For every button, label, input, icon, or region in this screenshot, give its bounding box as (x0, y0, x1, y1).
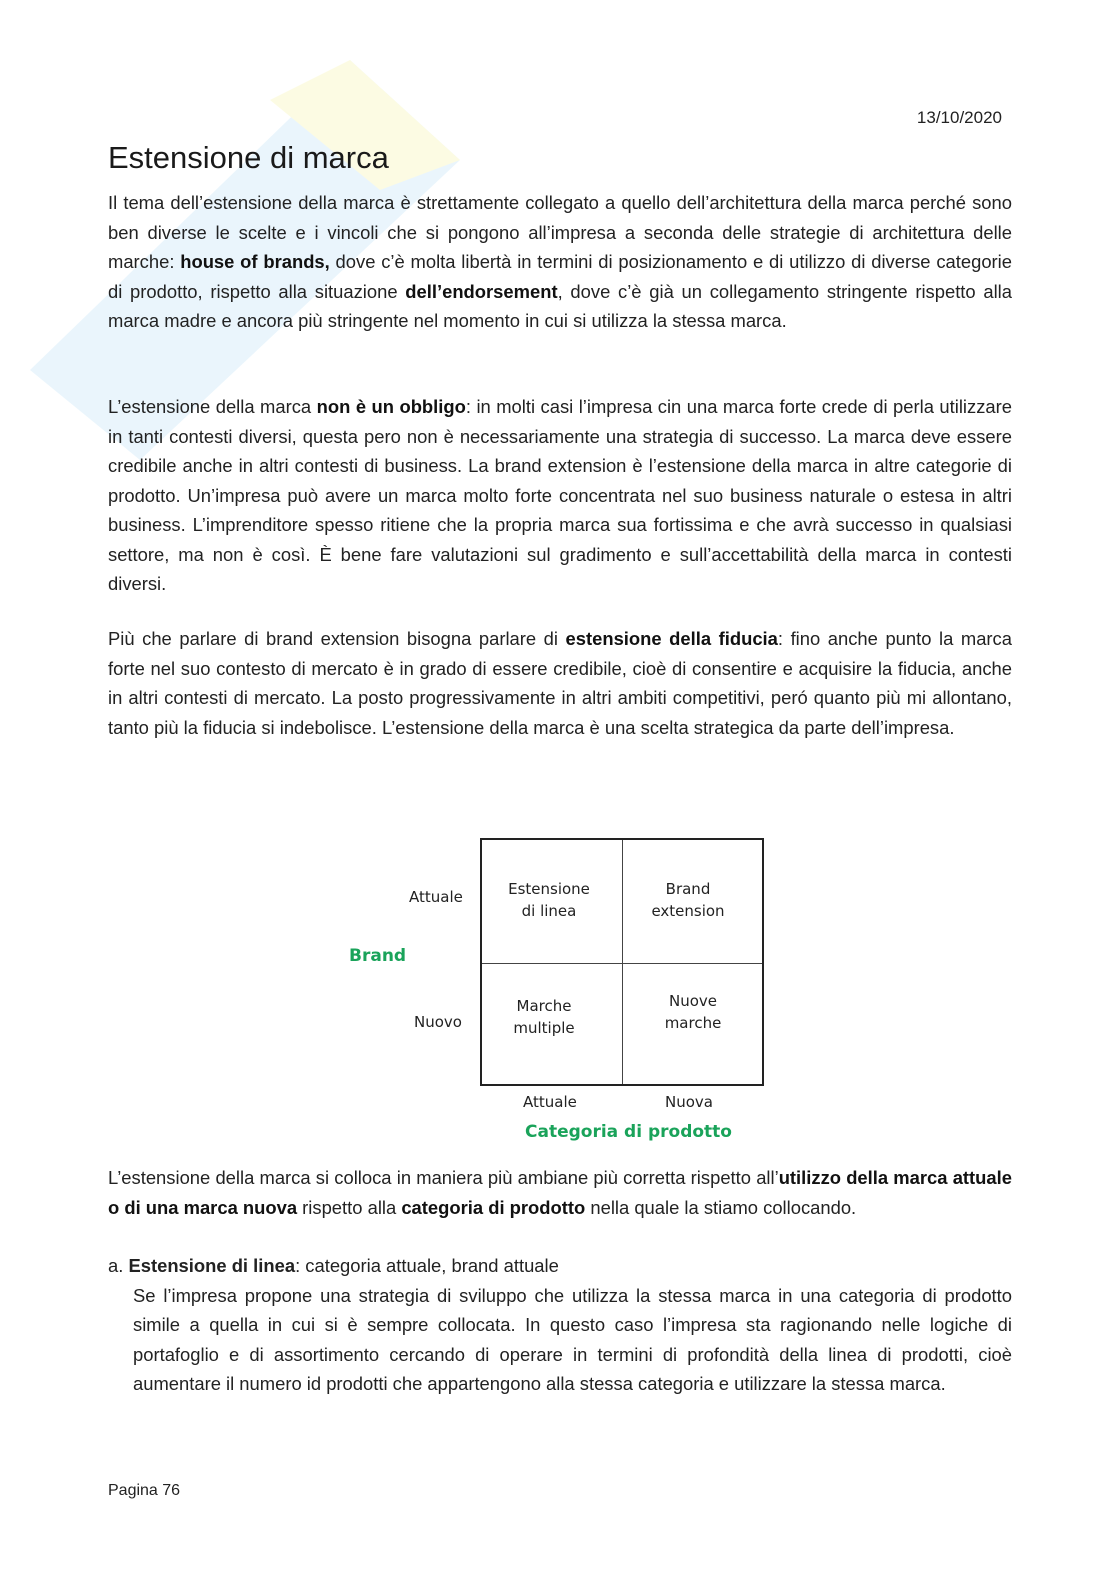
list (108, 1251, 1012, 1399)
brand-category-matrix (480, 838, 764, 1086)
paragraph-3: Più che parlare di brand extension bisogna parlare di estensione della fiducia: fino anche punto la marca forte nel suo contesto di mercato è in grado di essere credibile, cioè di consentire e acquisire la fiducia, anche in altri contesti di mercato. La posto progressivamente in altri ambiti competitivi, peró quanto più mi allontano, tanto più la fiducia si indebolisce. L’estensione della marca è una scelta strategica da parte dell’impresa. (108, 628, 1012, 738)
row-label-bottom: Nuovo (414, 1013, 462, 1031)
cell-nuove-marche: Nuove marche (664, 992, 722, 1032)
page-number: Pagina 76 (108, 1482, 181, 1499)
paragraph-2: L’estensione della marca non è un obbligo: in molti casi l’impresa cin una marca forte crede di perla utilizzare in tanti contesti diversi, questa pero non è necessariamente una strategia di successo. La marca deve essere credibile anche in altri contesti di business. La brand extension è l’estensione della marca in altre categorie di prodotto. Un’impresa può avere un marca molto forte concentrata nel suo business naturale o estesa in altri business. L’imprenditore spesso ritiene che la propria marca sua fortissima e che avrà successo in qualsiasi settore, ma non è così. È bene fare valutazioni sul gradimento e sull’accettabilità della marca in contesti diversi. (108, 396, 1012, 594)
paragraph-1: Il tema dell’estensione della marca è strettamente collegato a quello dell’architettura della marca perché sono ben diverse le scelte e i vincoli che si pongono all’impresa a seconda delle strategie di architettura delle marche: house of brands, dove c’è molta libertà in termini di posizionamento e di utilizzo di diverse categorie di prodotto, rispetto alla situazione dell’endorsement, dove c’è già un collegamento stringente rispetto alla marca madre e ancora più stringente nel momento in cui si utilizza la stessa marca. (108, 192, 1012, 331)
matrix-divider-vertical (622, 840, 623, 1084)
date: 13/10/2020 (916, 108, 1002, 127)
cell-marche-multiple: Marche multiple (513, 997, 575, 1037)
x-axis-title: Categoria di prodotto (525, 1122, 732, 1142)
col-label-left: Attuale (523, 1093, 577, 1111)
paragraph-4: L’estensione della marca si colloca in maniera più ambiane più corretta rispetto all’utilizzo della marca attuale o di una marca nuova rispetto alla categoria di prodotto nella quale la stiamo collocando. (108, 1167, 1012, 1218)
col-label-right: Nuova (665, 1093, 713, 1111)
row-label-top: Attuale (409, 888, 463, 906)
page-title: Estensione di marca (108, 140, 389, 175)
list-item-a-body: Se l’impresa propone una strategia di sviluppo che utilizza la stessa marca in una categoria di prodotto simile a quella in cui si è sempre collocata. In questo caso l’impresa sta ragionando nelle logiche di portafoglio e di assortimento cercando di operare in termini di profondità della linea di prodotti, cioè aumentare il numero id prodotti che appartengono alla stessa categoria e utilizzare la stessa marca. (133, 1284, 1012, 1394)
list-item-a-heading: a. Estensione di linea: categoria attuale, brand attuale (108, 1255, 559, 1276)
cell-estensione-di-linea: Estensione di linea (508, 880, 590, 920)
matrix-divider-horizontal (482, 963, 762, 964)
cell-brand-extension: Brand extension (651, 880, 725, 920)
y-axis-title: Brand (349, 946, 407, 966)
